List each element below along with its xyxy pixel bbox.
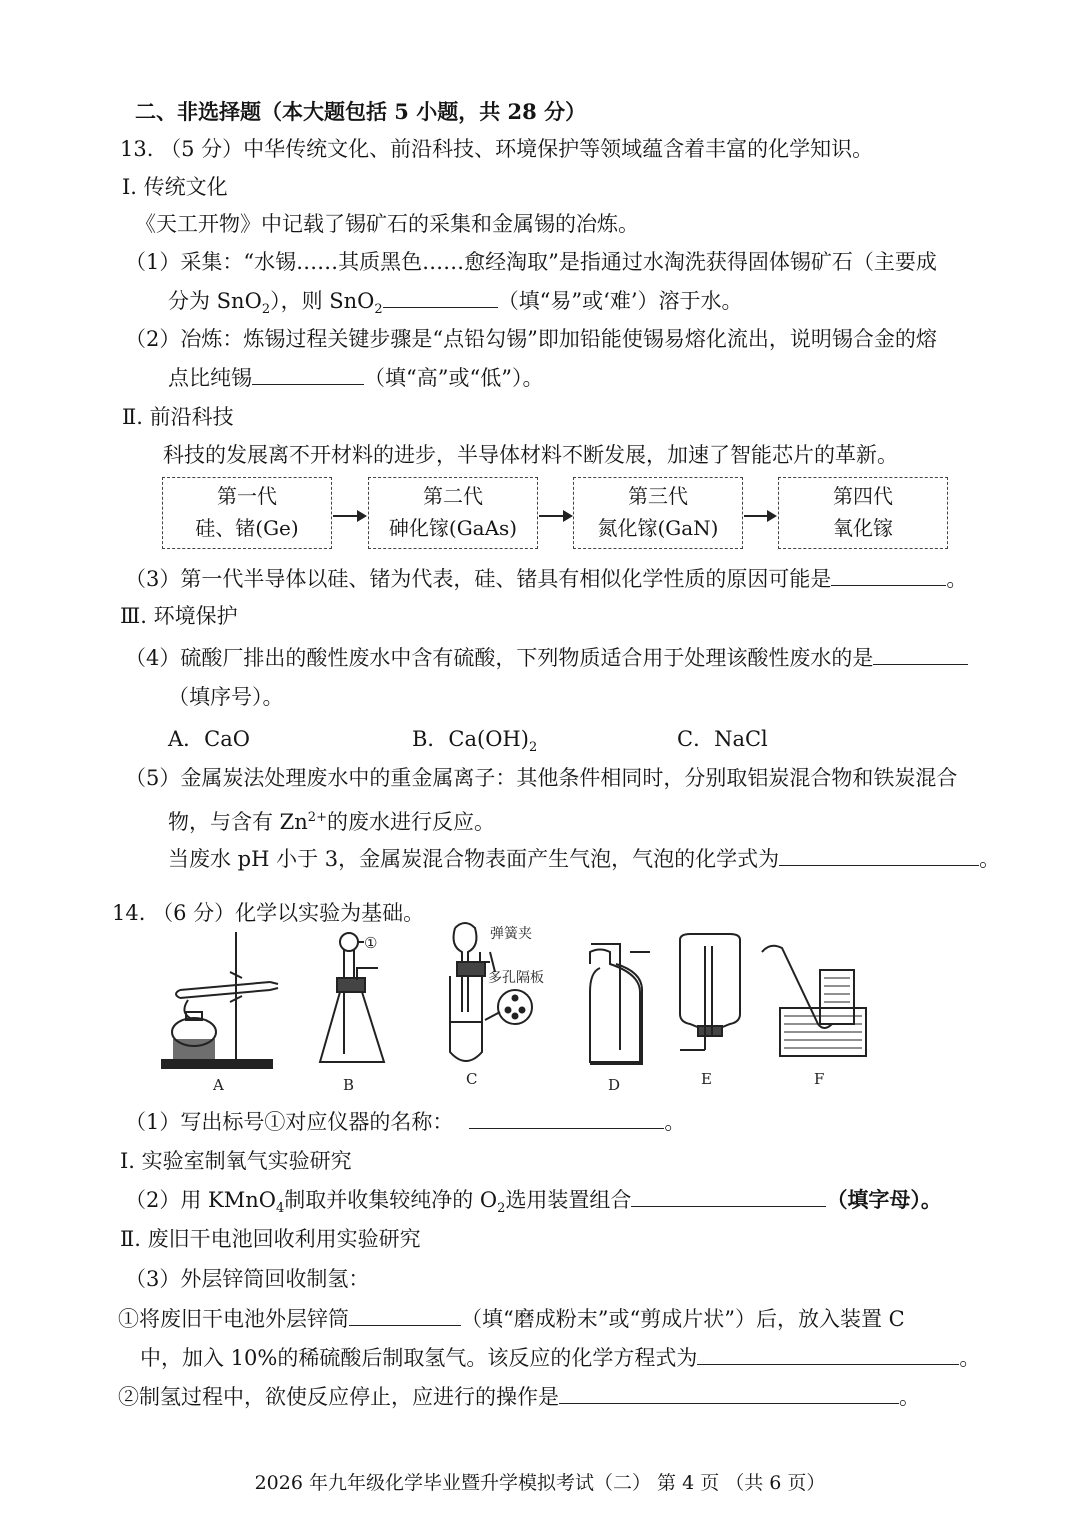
generation-name: 第二代 xyxy=(423,484,483,508)
generation-box-4 xyxy=(778,477,948,549)
apparatus-f xyxy=(762,946,866,1088)
section-header: 二、非选择题（本大题包括 5 小题，共 28 分） xyxy=(135,99,587,124)
apparatus-e xyxy=(680,934,740,1088)
q13-q4-line1: （4）硫酸厂排出的酸性废水中含有硫酸，下列物质适合用于处理该酸性废水的是 xyxy=(125,642,968,673)
porous-plate-label: 多孔隔板 xyxy=(488,970,544,986)
apparatus-d xyxy=(590,944,650,1092)
generation-name: 第三代 xyxy=(628,484,688,508)
apparatus-c xyxy=(450,923,544,1088)
q14-part2-heading: Ⅱ. 废旧干电池回收利用实验研究 xyxy=(120,1227,421,1251)
q13-q5-line2: 物，与含有 $Zn^{2+}$的废水进行反应。 xyxy=(168,810,495,834)
marker-1: ① xyxy=(364,934,378,952)
q14-q3-1-blank-a[interactable] xyxy=(349,1303,461,1326)
generation-box-1 xyxy=(162,477,332,549)
generation-box-3 xyxy=(573,477,743,549)
q13-q4-line2: （填序号）。 xyxy=(168,685,284,709)
flow-arrow xyxy=(333,515,365,517)
lab-apparatus-diagram xyxy=(150,912,870,1092)
label-d: D xyxy=(608,1076,621,1092)
q14-q3-1-line1: ①将废旧干电池外层锌筒 （填“磨成粉末”或“剪成片状”）后，放入装置 C xyxy=(118,1303,905,1334)
label-c: C xyxy=(466,1070,478,1088)
q14-q3-2: ②制氢过程中，欲使反应停止，应进行的操作是 。 xyxy=(118,1381,920,1412)
q13-q2-line1: （2）冶炼：炼锡过程关键步骤是“点铅勾锡”即加铅能使锡易熔化流出，说明锡合金的熔 xyxy=(125,327,937,351)
q13-q5-line1: （5）金属炭法处理废水中的重金属离子：其他条件相同时，分别取铝炭混合物和铁炭混合 xyxy=(125,766,958,790)
q14-q3-1-line2: 中，加入 10%的稀硫酸后制取氢气。该反应的化学方程式为 。 xyxy=(140,1342,980,1373)
q13-part2-heading: Ⅱ. 前沿科技 xyxy=(122,405,234,429)
option-a: A．CaO xyxy=(168,727,250,751)
q14-q2-answer-blank[interactable] xyxy=(631,1184,826,1207)
label-a: A xyxy=(213,1076,224,1092)
generation-name: 第一代 xyxy=(217,484,277,508)
label-e: E xyxy=(701,1070,712,1088)
q13-q1-answer-blank[interactable] xyxy=(383,285,498,308)
generation-material: 氮化镓(GaN) xyxy=(597,516,719,540)
q14-q1-answer-blank[interactable] xyxy=(469,1106,664,1129)
generation-material: 硅、锗(Ge) xyxy=(195,516,299,540)
q14-q3-heading: （3）外层锌筒回收制氢： xyxy=(125,1267,370,1291)
option-c: C．NaCl xyxy=(677,727,768,751)
generation-name: 第四代 xyxy=(833,484,893,508)
q14-q2: （2）用 KMnO$_4$制取并收集较纯净的 $O_2$选用装置组合 （填字母）。 xyxy=(125,1184,942,1224)
q13-title: 13. （5 分）中华传统文化、前沿科技、环境保护等领域蕴含着丰富的化学知识。 xyxy=(120,137,874,161)
generation-box-2 xyxy=(368,477,538,549)
spring-clip-label: 弹簧夹 xyxy=(490,926,532,942)
flow-arrow xyxy=(539,515,571,517)
q13-part3-heading: Ⅲ. 环境保护 xyxy=(120,604,238,628)
generation-material: 砷化镓(GaAs) xyxy=(388,516,518,540)
apparatus-b xyxy=(320,933,384,1092)
apparatus-a xyxy=(162,932,278,1092)
q13-q4-answer-blank[interactable] xyxy=(873,642,968,665)
label-b: B xyxy=(343,1076,355,1092)
q14-part1-heading: I. 实验室制氧气实验研究 xyxy=(120,1149,352,1173)
q13-q2-answer-blank[interactable] xyxy=(252,362,364,385)
flow-arrow xyxy=(744,515,775,517)
q13-part1-intro: 《天工开物》中记载了锡矿石的采集和金属锡的冶炼。 xyxy=(135,212,639,236)
q13-q3: （3）第一代半导体以硅、锗为代表，硅、锗具有相似化学性质的原因可能是 。 xyxy=(125,563,967,594)
q13-part2-intro: 科技的发展离不开材料的进步，半导体材料不断发展，加速了智能芯片的革新。 xyxy=(163,443,898,467)
q14-q3-1-blank-b[interactable] xyxy=(697,1342,959,1365)
q13-q1-line2: 分为 SnO$_2$），则 SnO$_2$ （填“易”或‘难’）溶于水。 xyxy=(168,285,743,325)
generation-material: 氧化镓 xyxy=(833,516,893,540)
q13-q1-line1: （1）采集：“水锡……其质黑色……愈经淘取”是指通过水淘洗获得固体锡矿石（主要成 xyxy=(125,250,937,274)
q13-part1-heading: I. 传统文化 xyxy=(122,175,228,199)
q13-q5-answer-blank[interactable] xyxy=(779,843,979,866)
q13-q3-answer-blank[interactable] xyxy=(831,563,946,586)
q13-q5-line3: 当废水 pH 小于 3，金属炭混合物表面产生气泡，气泡的化学式为 。 xyxy=(168,843,1000,874)
q13-q2-line2: 点比纯锡 （填“高”或“低”）。 xyxy=(168,362,543,393)
q14-q1: （1）写出标号①对应仪器的名称： 。 xyxy=(125,1106,685,1137)
option-b: B．$Ca(OH)_2$ xyxy=(412,727,538,756)
q14-q3-2-blank[interactable] xyxy=(559,1381,899,1404)
q14-title: 14. （6 分）化学以实验为基础。 xyxy=(112,901,425,925)
label-f: F xyxy=(814,1070,825,1088)
page-footer: 2026 年九年级化学毕业暨升学模拟考试（二） 第 4 页 （共 6 页） xyxy=(254,1472,826,1494)
